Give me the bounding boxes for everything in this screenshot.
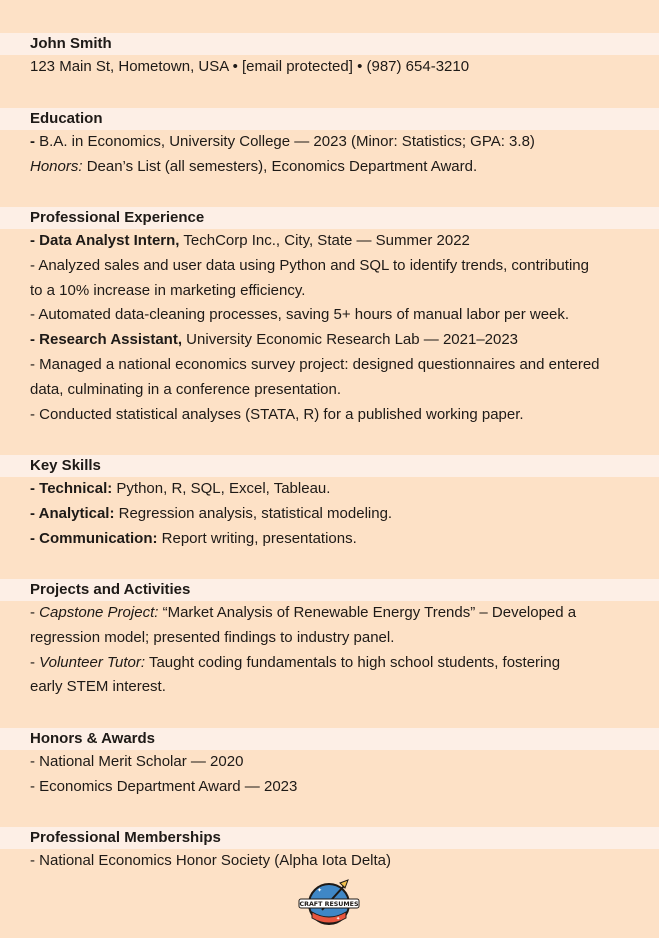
contact-line: 123 Main St, Hometown, USA • [email protected] • (987) 654-3210 (30, 58, 470, 75)
name-heading: John Smith (0, 33, 659, 55)
projects-section (0, 579, 659, 700)
skill-item: - Technical: Python, R, SQL, Excel, Tableau. (30, 480, 331, 497)
awards-section (0, 728, 659, 800)
project-item-cont: early STEM interest. (30, 678, 166, 696)
projects-heading: Projects and Activities (0, 579, 659, 601)
job2-title: - Research Assistant, University Economic Research Lab — 2021–2023 (30, 331, 519, 349)
memberships-section (0, 827, 659, 874)
svg-text:✦: ✦ (336, 916, 341, 922)
education-degree: - B.A. in Economics, University College — 2023 (Minor: Statistics; GPA: 3.8) (30, 133, 535, 150)
membership-item: - National Economics Honor Society (Alpha Iota Delta) (30, 852, 391, 869)
job1-bullet: - Automated data-cleaning processes, saving 5+ hours of manual labor per week. (30, 306, 570, 324)
skills-section (0, 455, 659, 551)
project-item: - Volunteer Tutor: Taught coding fundamentals to high school students, fostering (30, 653, 561, 671)
memberships-heading: Professional Memberships (0, 827, 659, 849)
award-item: - National Merit Scholar — 2020 (30, 753, 244, 770)
craft-resumes-logo (296, 878, 362, 928)
job1-bullet: - Analyzed sales and user data using Python and SQL to identify trends, contributing (30, 256, 589, 274)
job2-bullet: data, culminating in a conference presentation. (30, 380, 342, 398)
job1-title: - Data Analyst Intern, TechCorp Inc., City, State — Summer 2022 (30, 232, 470, 249)
project-item: - Capstone Project: “Market Analysis of Renewable Energy Trends” – Developed a (30, 604, 577, 621)
skill-item: - Communication: Report writing, presentations. (30, 529, 357, 547)
project-item-cont: regression model; presented findings to industry panel. (30, 628, 395, 646)
contact-section (0, 33, 659, 80)
svg-text:✦: ✦ (317, 887, 323, 894)
education-heading: Education (0, 108, 659, 130)
job2-bullet: - Conducted statistical analyses (STATA, R) for a published working paper. (30, 405, 524, 423)
education-section (0, 108, 659, 180)
awards-heading: Honors & Awards (0, 728, 659, 750)
skills-heading: Key Skills (0, 455, 659, 477)
experience-heading: Professional Experience (0, 207, 659, 229)
award-item: - Economics Department Award — 2023 (30, 777, 298, 795)
job1-bullet: to a 10% increase in marketing efficiency. (30, 281, 306, 299)
education-honors: Honors: Dean’s List (all semesters), Economics Department Award. (30, 157, 478, 175)
skill-item: - Analytical: Regression analysis, statistical modeling. (30, 504, 393, 522)
job2-bullet: - Managed a national economics survey project: designed questionnaires and entered (30, 355, 600, 373)
experience-section (0, 207, 659, 427)
svg-text:CRAFT RESUMES: CRAFT RESUMES (299, 901, 359, 908)
